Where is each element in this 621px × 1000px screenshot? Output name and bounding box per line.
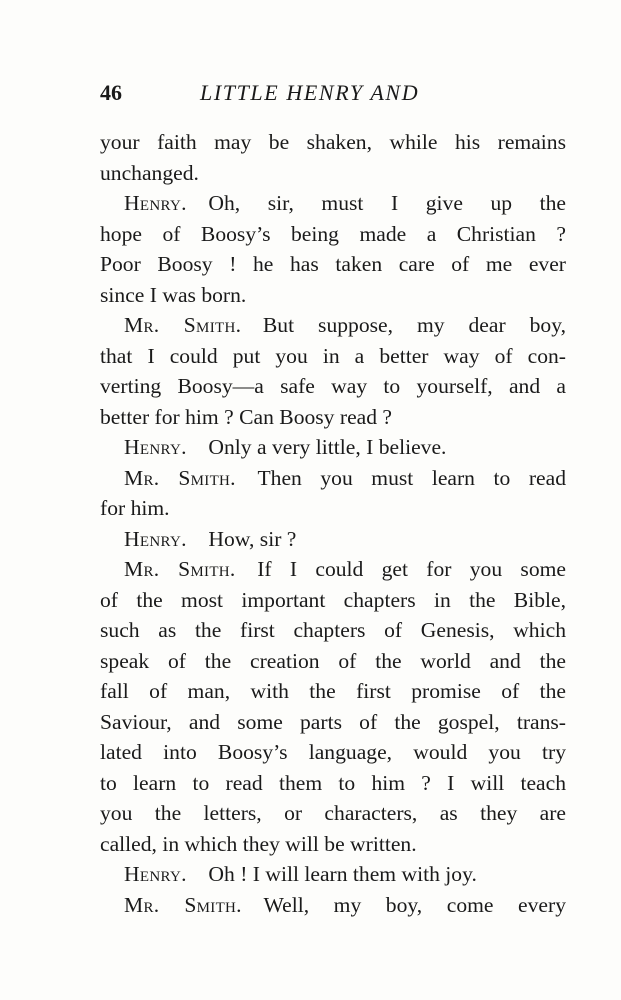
text-line <box>100 615 566 646</box>
text-line <box>100 371 566 402</box>
line-text: better for him ? Can Boosy read ? <box>100 404 393 429</box>
line-text: for him. <box>100 496 170 520</box>
text-line <box>100 463 566 494</box>
line-text: hope of Boosy’s being made a Christian ? <box>100 221 566 246</box>
text-line <box>100 646 566 677</box>
line-text: that I could put you in a better way of con- <box>100 343 566 368</box>
text-line <box>100 402 566 433</box>
line-text: fall of man, with the first promise of the <box>100 679 566 703</box>
line-text: since I was born. <box>100 282 247 307</box>
text-line <box>100 859 566 890</box>
speaker-name: Henry. <box>124 862 187 886</box>
speaker-name: Mr. Smith. <box>124 557 236 581</box>
line-text: speak of the creation of the world and the <box>100 648 566 673</box>
speaker-name: Henry. <box>124 191 187 215</box>
text-line <box>100 188 566 219</box>
line-text: How, sir ? <box>208 526 297 551</box>
page-number: 46 <box>100 80 122 105</box>
line-text: such as the first chapters of Genesis, which <box>100 618 566 642</box>
speaker-name: Mr. Smith. <box>124 465 236 490</box>
line-text: Oh, sir, must I give up the <box>208 191 566 215</box>
text-line <box>100 524 566 555</box>
line-text: Well, my boy, come every <box>263 892 566 917</box>
text-line <box>100 341 566 372</box>
text-line <box>100 554 566 585</box>
text-line <box>100 890 566 921</box>
line-text: lated into Boosy’s language, would you try <box>100 740 566 764</box>
line-text: If I could get for you some <box>257 557 566 581</box>
text-line <box>100 737 566 768</box>
text-line <box>100 127 566 158</box>
text-line <box>100 493 566 524</box>
text-line <box>100 707 566 738</box>
line-text: you the letters, or characters, as they are <box>100 801 566 825</box>
text-line <box>100 310 566 341</box>
line-text: Then you must learn to read <box>257 465 566 490</box>
line-text: to learn to read them to him ? I will teach <box>100 770 566 795</box>
line-text: unchanged. <box>100 160 199 185</box>
speaker-name: Mr. Smith. <box>124 313 242 337</box>
speaker-name: Henry. <box>124 526 187 551</box>
page-header <box>100 76 570 110</box>
text-line <box>100 829 566 860</box>
speaker-name: Henry. <box>124 435 187 459</box>
line-text: Oh ! I will learn them with joy. <box>208 862 477 886</box>
text-line <box>100 219 566 250</box>
line-text: called, in which they will be written. <box>100 831 417 856</box>
line-text: Only a very little, I believe. <box>208 435 447 459</box>
text-line <box>100 158 566 189</box>
line-text: Poor Boosy ! he has taken care of me ever <box>100 252 566 276</box>
line-text: Saviour, and some parts of the gospel, trans- <box>100 709 566 734</box>
line-text: your faith may be shaken, while his remains <box>100 130 566 154</box>
line-text: But suppose, my dear boy, <box>262 313 566 337</box>
speaker-name: Mr. Smith. <box>124 892 242 917</box>
body-text <box>100 127 566 920</box>
text-line <box>100 798 566 829</box>
text-line <box>100 249 566 280</box>
line-text: verting Boosy—a safe way to yourself, and a <box>100 374 566 398</box>
text-line <box>100 280 566 311</box>
text-line <box>100 585 566 616</box>
running-head: LITTLE HENRY AND <box>200 80 420 105</box>
text-line <box>100 676 566 707</box>
line-text: of the most important chapters in the Bible, <box>100 587 566 612</box>
text-line <box>100 432 566 463</box>
text-line <box>100 768 566 799</box>
